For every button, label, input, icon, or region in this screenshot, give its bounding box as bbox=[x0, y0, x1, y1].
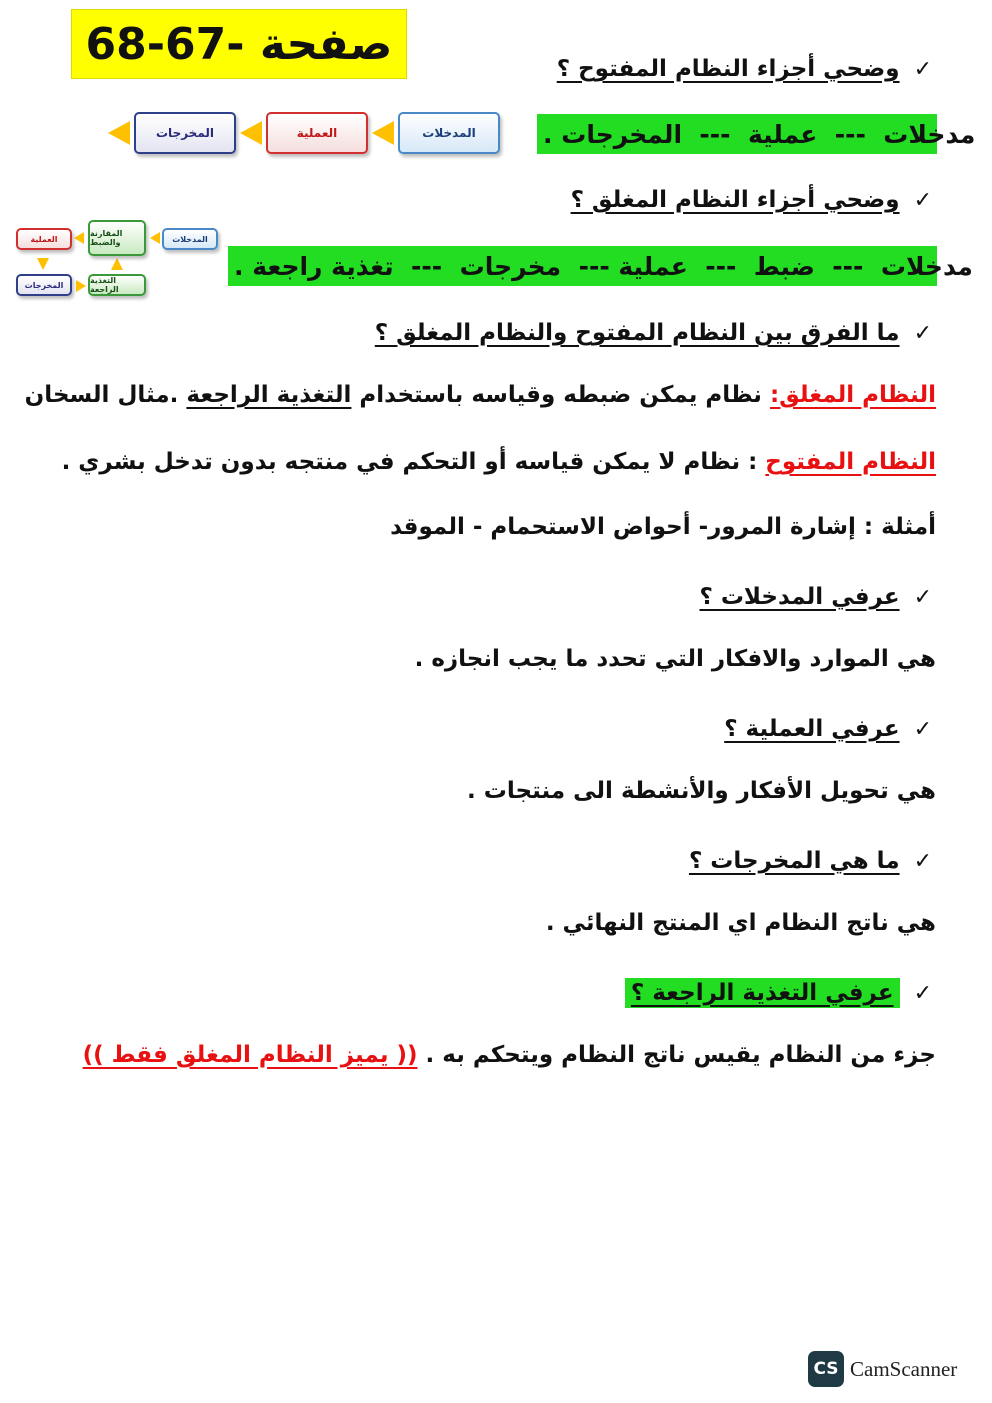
check-icon: ✓ bbox=[913, 980, 932, 1006]
open-system-diagram bbox=[100, 108, 510, 160]
check-icon: ✓ bbox=[913, 187, 932, 213]
arrow-left-icon bbox=[108, 121, 130, 145]
question-open-system-parts bbox=[557, 49, 932, 89]
compare-control-box: المقارنة والضبط bbox=[88, 220, 146, 256]
process-box: العملية bbox=[16, 228, 72, 250]
inputs-box: المدخلات bbox=[162, 228, 218, 250]
closed-system-example: .مثال السخان bbox=[24, 382, 187, 408]
inputs-box: المدخلات bbox=[398, 112, 500, 154]
feedback-term: التغذية الراجعة bbox=[186, 382, 352, 408]
question-open-vs-closed bbox=[375, 313, 932, 353]
examples-line: أمثلة : إشارة المرور- أحواض الاستحمام - الموقد bbox=[390, 514, 936, 540]
camscanner-logo: CS bbox=[808, 1351, 844, 1387]
check-icon: ✓ bbox=[913, 848, 932, 874]
answer-process: هي تحويل الأفكار والأنشطة الى منتجات . bbox=[467, 778, 936, 804]
arrow-left-icon bbox=[150, 232, 160, 244]
closed-system-definition bbox=[25, 382, 936, 408]
open-system-text: : نظام لا يمكن قياسه أو التحكم في منتجه بدون تدخل بشري . bbox=[61, 449, 766, 475]
closed-system-parts-answer: مدخلات --- ضبط --- عملية --- مخرجات --- تغذية راجعة . bbox=[228, 246, 937, 286]
outputs-box: المخرجات bbox=[16, 274, 72, 296]
answer-outputs: هي ناتج النظام اي المنتج النهائي . bbox=[545, 910, 936, 936]
check-icon: ✓ bbox=[913, 584, 932, 610]
check-icon: ✓ bbox=[913, 716, 932, 742]
question-text: وضحي أجزاء النظام المغلق ؟ bbox=[570, 187, 900, 213]
feedback-box: التغذية الراجعة bbox=[88, 274, 146, 296]
camscanner-brand: CamScanner bbox=[850, 1357, 958, 1381]
question-text: عرفي العملية ؟ bbox=[724, 716, 900, 742]
question-define-feedback bbox=[625, 973, 932, 1013]
arrow-right-icon bbox=[76, 280, 86, 292]
question-text: عرفي التغذية الراجعة ؟ bbox=[625, 978, 900, 1008]
arrow-left-icon bbox=[74, 232, 84, 244]
process-box: العملية bbox=[266, 112, 368, 154]
check-icon: ✓ bbox=[913, 56, 932, 82]
question-text: عرفي المدخلات ؟ bbox=[699, 584, 900, 610]
closed-system-diagram bbox=[10, 214, 225, 302]
check-icon: ✓ bbox=[913, 320, 932, 346]
answer-inputs: هي الموارد والافكار التي تحدد ما يجب انجازه . bbox=[414, 646, 936, 672]
arrow-left-icon bbox=[240, 121, 262, 145]
question-text: وضحي أجزاء النظام المفتوح ؟ bbox=[556, 56, 900, 82]
answer-feedback-text: جزء من النظام يقيس ناتج النظام ويتحكم به . bbox=[425, 1042, 936, 1068]
answer-feedback bbox=[83, 1042, 936, 1068]
closed-only-note: (( يميز النظام المغلق فقط )) bbox=[82, 1042, 418, 1068]
arrow-down-icon bbox=[37, 258, 49, 270]
outputs-box: المخرجات bbox=[134, 112, 236, 154]
arrow-up-icon bbox=[111, 258, 123, 270]
question-define-process bbox=[724, 709, 932, 749]
closed-system-term: النظام المغلق: bbox=[769, 382, 936, 408]
question-text: ما الفرق بين النظام المفتوح والنظام المغلق ؟ bbox=[374, 320, 900, 346]
arrow-left-icon bbox=[372, 121, 394, 145]
open-system-term: النظام المفتوح bbox=[765, 449, 936, 475]
question-closed-system-parts bbox=[571, 180, 932, 220]
question-text: ما هي المخرجات ؟ bbox=[688, 848, 900, 874]
open-system-definition bbox=[62, 449, 936, 475]
closed-system-text: نظام يمكن ضبطه وقياسه باستخدام bbox=[351, 382, 770, 408]
question-define-inputs bbox=[699, 577, 932, 617]
question-define-outputs bbox=[689, 841, 932, 881]
open-system-parts-answer: مدخلات --- عملية --- المخرجات . bbox=[537, 114, 937, 154]
page-number-badge: صفحة -67-68 bbox=[71, 9, 407, 79]
